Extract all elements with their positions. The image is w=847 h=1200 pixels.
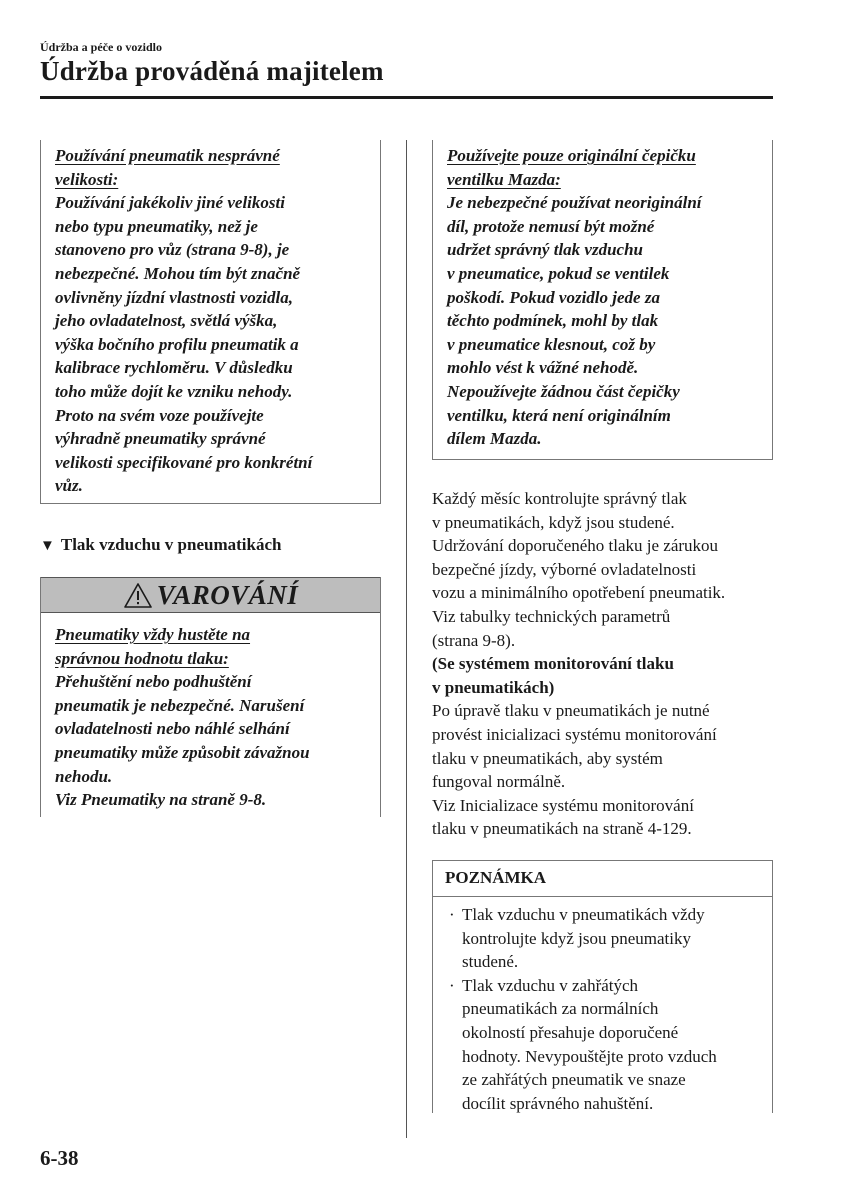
- caution-line: stanoveno pro vůz (strana 9-8), je: [55, 240, 290, 260]
- body-line: bezpečné jízdy, výborné ovladatelnosti: [432, 559, 697, 579]
- body-line: Udržování doporučeného tlaku je zárukou: [432, 536, 719, 556]
- note-line: ze zahřátých pneumatik ve snaze: [462, 1070, 686, 1090]
- warning-triangle-icon: [123, 582, 153, 609]
- page-title: Údržba prováděná majitelem: [40, 56, 384, 86]
- note-line: Tlak vzduchu v pneumatikách vždy: [462, 905, 705, 924]
- caution-line: ovlivněny jízdní vlastnosti vozidla,: [55, 287, 294, 307]
- body-subheading-line: (Se systémem monitorování tlaku: [432, 654, 674, 674]
- section-heading-text: Tlak vzduchu v pneumatikách: [60, 535, 282, 554]
- page-number: 6-38: [40, 1146, 79, 1170]
- warning-box: [40, 577, 381, 817]
- caution-heading-line: Používejte pouze originální čepičku: [447, 146, 696, 165]
- caution-line: udržet správný tlak vzduchu: [447, 240, 643, 260]
- body-line: v pneumatikách, když jsou studené.: [432, 512, 675, 532]
- caution-line: Proto na svém voze používejte: [55, 405, 264, 425]
- caution-line: jeho ovladatelnost, světlá výška,: [55, 311, 278, 331]
- caution-heading-line: velikosti:: [55, 169, 119, 189]
- note-line: pneumatikách za normálních: [462, 999, 659, 1019]
- note-line: docílit správného nahuštění.: [462, 1093, 654, 1113]
- body-line: vozu a minimálního opotřebení pneumatik.: [432, 583, 726, 603]
- warning-line: pneumatik je nebezpečné. Narušení: [55, 695, 305, 715]
- breadcrumb: Údržba a péče o vozidlo: [40, 40, 162, 54]
- note-item: [449, 974, 717, 1116]
- caution-line: výška bočního profilu pneumatik a: [55, 334, 299, 354]
- caution-box-valve-cap: [432, 140, 773, 460]
- note-item: [449, 903, 717, 974]
- note-line: studené.: [462, 952, 519, 972]
- body-line: tlaku v pneumatikách, aby systém: [432, 748, 663, 768]
- caution-box-tire-size: [40, 140, 381, 504]
- caution-line: velikosti specifikované pro konkrétní: [55, 452, 313, 472]
- bullet-icon: ·: [449, 975, 455, 995]
- caution-line: poškodí. Pokud vozidlo jede za: [447, 287, 660, 307]
- section-heading: [40, 535, 281, 555]
- body-line: Po úpravě tlaku v pneumatikách je nutné: [432, 701, 710, 721]
- caution-line: Používání jakékoliv jiné velikosti: [55, 193, 285, 213]
- warning-header: [41, 577, 380, 613]
- note-line: Tlak vzduchu v zahřátých: [462, 975, 639, 995]
- column-divider: [406, 140, 407, 1138]
- caution-line: toho může dojít ke vzniku nehody.: [55, 381, 293, 401]
- note-list: [449, 903, 717, 1115]
- caution-line: nebo typu pneumatiky, než je: [55, 216, 258, 236]
- caution-line: ventilku, která není originálním: [447, 405, 671, 425]
- caution-line: těchto podmínek, mohl by tlak: [447, 311, 659, 331]
- warning-line: pneumatiky může způsobit závažnou: [55, 742, 310, 762]
- triangle-down-icon: ▼: [40, 538, 55, 554]
- body-text: [432, 487, 725, 841]
- caution-line: vůz.: [55, 476, 83, 496]
- body-line: (strana 9-8).: [432, 630, 516, 650]
- warning-line: Viz Pneumatiky na straně 9-8.: [55, 790, 267, 810]
- note-title: POZNÁMKA: [433, 861, 772, 897]
- caution-line: výhradně pneumatiky správné: [55, 429, 266, 449]
- body-line: tlaku v pneumatikách na straně 4-129.: [432, 819, 692, 839]
- caution-line: díl, protože nemusí být možné: [447, 216, 655, 236]
- body-line: Viz Inicializace systému monitorování: [432, 795, 694, 815]
- caution-line: Nepoužívejte žádnou část čepičky: [447, 381, 680, 401]
- title-rule: [40, 96, 773, 99]
- note-line: okolností přesahuje doporučené: [462, 1022, 679, 1042]
- warning-title: VAROVÁNÍ: [156, 579, 299, 610]
- caution-line: nebezpečné. Mohou tím být značně: [55, 263, 301, 283]
- caution-heading-line: Používání pneumatik nesprávné: [55, 146, 280, 165]
- note-box: [432, 860, 773, 1113]
- caution-line: kalibrace rychloměru. V důsledku: [55, 358, 293, 378]
- body-line: Každý měsíc kontrolujte správný tlak: [432, 489, 687, 508]
- body-line: provést inicializaci systému monitorování: [432, 724, 717, 744]
- caution-line: v pneumatice klesnout, což by: [447, 334, 656, 354]
- body-subheading-line: v pneumatikách): [432, 677, 555, 697]
- caution-heading-line: ventilku Mazda:: [447, 169, 561, 189]
- caution-line: Je nebezpečné používat neoriginální: [447, 193, 702, 213]
- caution-line: mohlo vést k vážné nehodě.: [447, 358, 639, 378]
- warning-heading-line: Pneumatiky vždy hustěte na: [55, 625, 251, 644]
- warning-line: nehodu.: [55, 766, 113, 786]
- body-line: Viz tabulky technických parametrů: [432, 606, 671, 626]
- caution-line: v pneumatice, pokud se ventilek: [447, 263, 670, 283]
- warning-line: Přehuštění nebo podhuštění: [55, 672, 252, 692]
- bullet-icon: ·: [449, 905, 455, 924]
- warning-line: ovladatelnosti nebo náhlé selhání: [55, 719, 290, 739]
- warning-heading-line: správnou hodnotu tlaku:: [55, 648, 229, 668]
- note-line: kontrolujte když jsou pneumatiky: [462, 928, 691, 948]
- body-line: fungoval normálně.: [432, 772, 566, 792]
- warning-body: [55, 623, 310, 812]
- note-line: hodnoty. Nevypouštějte proto vzduch: [462, 1046, 717, 1066]
- caution-line: dílem Mazda.: [447, 429, 542, 449]
